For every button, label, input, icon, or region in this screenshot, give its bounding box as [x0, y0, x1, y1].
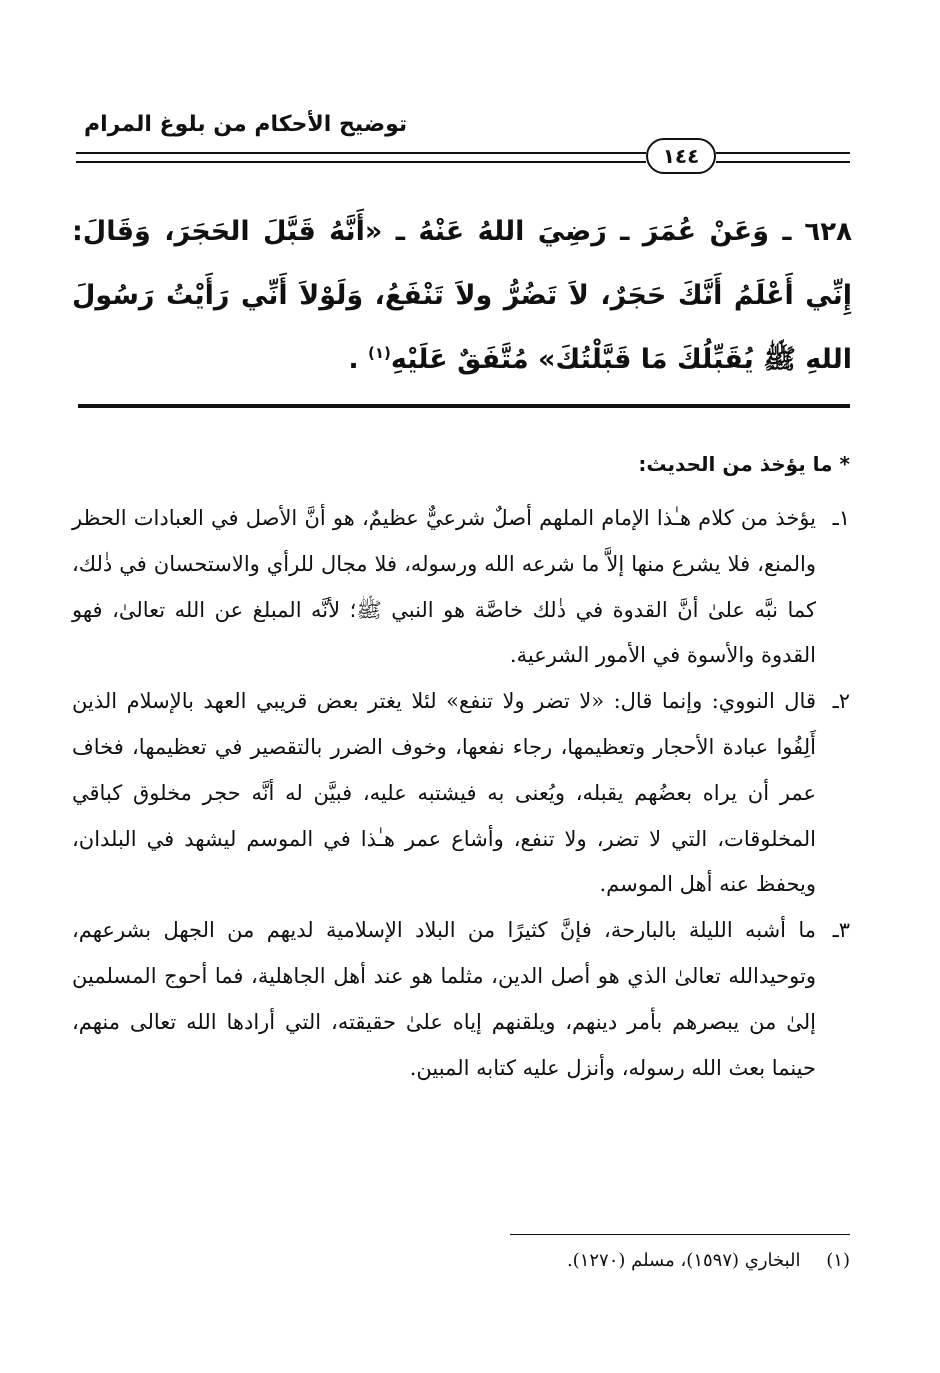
list-item-number: ٢ـ: [832, 689, 850, 714]
hadith-text: وَعَنْ عُمَرَ ـ رَضِيَ اللهُ عَنْهُ ـ «أَنَّهُ قَبَّلَ الحَجَرَ، وَقَالَ: إِنِّي أَعْلَمُ أَنَّكَ حَجَرٌ، لاَ تَضُرُّ ولاَ تَنْفَعُ، وَلَوْلاَ أَنِّي رَأَيْتُ رَسُولَ اللهِ ﷺ يُقَبِّلُكَ مَا قَبَّلْتُكَ» مُتَّفَقٌ عَلَيْهِ: [72, 216, 852, 375]
running-title: توضيح الأحكام من بلوغ المرام: [84, 112, 408, 137]
hadith-footnote-ref[interactable]: (١): [368, 344, 391, 362]
footnote-number: (١): [826, 1250, 850, 1271]
list-item: [72, 496, 850, 679]
footnote-text: البخاري (١٥٩٧)، مسلم (١٢٧٠).: [566, 1250, 801, 1271]
header-rule-right: [716, 152, 850, 163]
section-divider: [78, 404, 850, 408]
list-item-number: ٣ـ: [832, 918, 850, 943]
list-item-text: قال النووي: وإنما قال: «لا تضر ولا تنفع» لئلا يغتر بعض قريبي العهد بالإسلام الذين أَلِفُوا عبادة الأحجار وتعظيمها، رجاء نفعها، وخوف الضرر بالتقصير في تعظيمها، فخاف عمر أن يراه بعضُهم يقبله، ويُعنى به فيشتبه عليه، فبيَّن له أنَّه حجر مخلوق كباقي المخلوقات، التي لا تضر، ولا تنفع، وأشاع عمر هـٰذا في الموسم ليشهد في البلدان، ويحفظ عنه أهل الموسم.: [72, 689, 816, 897]
benefits-heading: * ما يؤخذ من الحديث:: [638, 452, 850, 476]
footnote: [72, 1250, 850, 1271]
footnote-rule: [510, 1234, 850, 1235]
list-item-number: ١ـ: [832, 506, 850, 530]
header-rule-left: [76, 152, 646, 163]
hadith-end: .: [348, 344, 359, 375]
benefits-list: [72, 496, 850, 1091]
list-item-text: ما أشبه الليلة بالبارحة، فإنَّ كثيرًا من البلاد الإسلامية لديهم من الجهل بشرعهم، وتوحيدالله تعالىٰ الذي هو أصل الدين، مثلما هو عند أهل الجاهلية، فما أحوج المسلمين إلىٰ من يبصرهم بأمر دينهم، ويلقنهم إياه علىٰ حقيقته، التي أرادها الله تعالى منهم، حينما بعث الله رسوله، وأنزل عليه كتابه المبين.: [72, 918, 816, 1080]
hadith-text-block: [72, 200, 852, 392]
hadith-number: ٦٢٨ ـ: [782, 217, 852, 247]
list-item-text: يؤخذ من كلام هـٰذا الإمام الملهم أصلٌ شرعيٌّ عظيمٌ، هو أنَّ الأصل في العبادات الحظر والمنع، فلا يشرع منها إلاَّ ما شرعه الله ورسوله، فلا مجال للرأي والاستحسان في ذٰلك، كما نبَّه علىٰ أنَّ القدوة في ذٰلك خاصَّة هو النبي ﷺ؛ لأنَّه المبلغ عن الله تعالىٰ، فهو القدوة والأسوة في الأمور الشرعية.: [72, 506, 816, 668]
list-item: [72, 679, 850, 908]
page-number: ١٤٤: [646, 138, 716, 174]
list-item: [72, 908, 850, 1091]
